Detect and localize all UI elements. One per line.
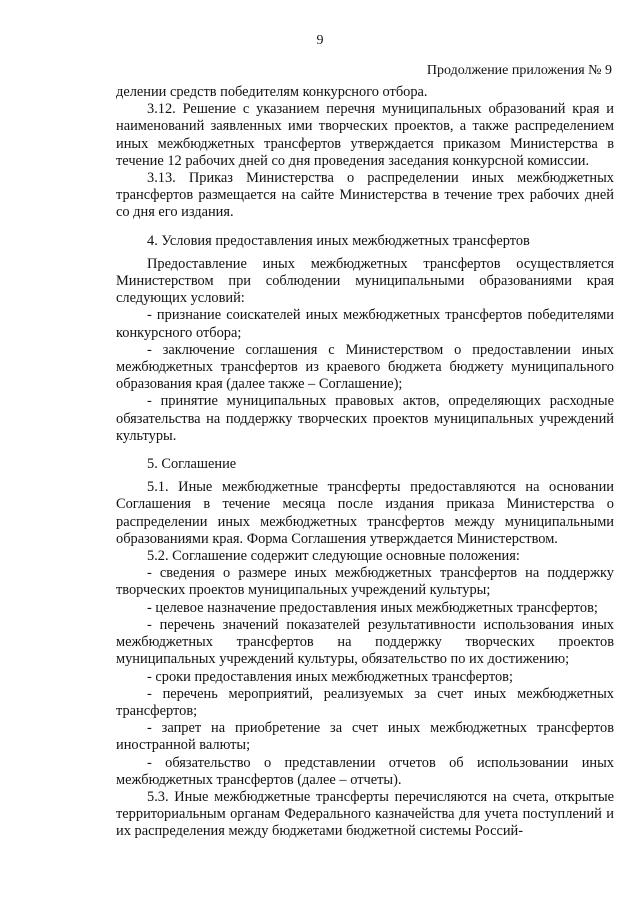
provision-item: - запрет на приобретение за счет иных межбюджетных трансфертов иностранной валюты; xyxy=(116,720,614,754)
condition-item: - заключение соглашения с Министерством о предоставлении иных межбюджетных трансфертов из краевого бюджета бюджету муниципального образования края (далее также – Соглашение); xyxy=(116,341,614,393)
section-heading-4: 4. Условия предоставления иных межбюджетных трансфертов xyxy=(147,232,530,249)
clause-3-13: 3.13. Приказ Министерства о распределении иных межбюджетных трансфертов размещается на сайте Министерства в течение трех рабочих дней со дня его издания. xyxy=(116,170,614,221)
provision-item: - сроки предоставления иных межбюджетных трансфертов; xyxy=(147,668,513,685)
provision-item: - обязательство о представлении отчетов об использовании иных межбюджетных трансфертов (далее – отчеты). xyxy=(116,754,614,788)
clause-5-1: 5.1. Иные межбюджетные трансферты предоставляются на основании Соглашения в течение месяца после издания приказа Министерства о распределении иных межбюджетных трансфертов между муниципальными образованиями края. Форма Соглашения утверждается Министерством. xyxy=(116,479,614,547)
section-4-intro: Предоставление иных межбюджетных трансфертов осуществляется Министерством при соблюдении муниципальными образованиями края следующих условий: xyxy=(116,255,614,307)
provision-item: - перечень значений показателей результативности использования иных межбюджетных трансфертов на поддержку творческих проектов муниципальных учреждений культуры, обязательство по их достижению; xyxy=(116,616,614,668)
paragraph-continuation: делении средств победителям конкурсного отбора. xyxy=(116,84,428,100)
condition-item: - признание соискателей иных межбюджетных трансфертов победителями конкурсного отбора; xyxy=(116,307,614,341)
condition-item: - принятие муниципальных правовых актов, определяющих расходные обязательства на поддержку творческих проектов муниципальных учреждений культуры. xyxy=(116,393,614,444)
section-heading-5: 5. Соглашение xyxy=(147,456,237,473)
clause-5-2: 5.2. Соглашение содержит следующие основные положения: xyxy=(147,548,520,565)
provision-item: - сведения о размере иных межбюджетных трансфертов на поддержку творческих проектов муниципальных учреждений культуры; xyxy=(116,565,614,599)
document-body xyxy=(116,84,614,841)
appendix-note: Продолжение приложения № 9 xyxy=(426,63,612,78)
clause-5-3: 5.3. Иные межбюджетные трансферты перечисляются на счета, открытые территориальным органам Федерального казначейства для учета поступлений и их распределения между бюджетами бюджетной системы Россий- xyxy=(116,788,614,840)
page-number: 9 xyxy=(316,33,324,48)
clause-3-12: 3.12. Решение с указанием перечня муниципальных образований края и наименований заявленных ими творческих проектов, а также распределением иных межбюджетных трансфертов утверждается приказом Министерства в течение 12 рабочих дней со дня проведения заседания конкурсной комиссии. xyxy=(116,101,614,169)
provision-item: - перечень мероприятий, реализуемых за счет иных межбюджетных трансфертов; xyxy=(116,685,614,719)
provision-item: - целевое назначение предоставления иных межбюджетных трансфертов; xyxy=(147,599,598,616)
